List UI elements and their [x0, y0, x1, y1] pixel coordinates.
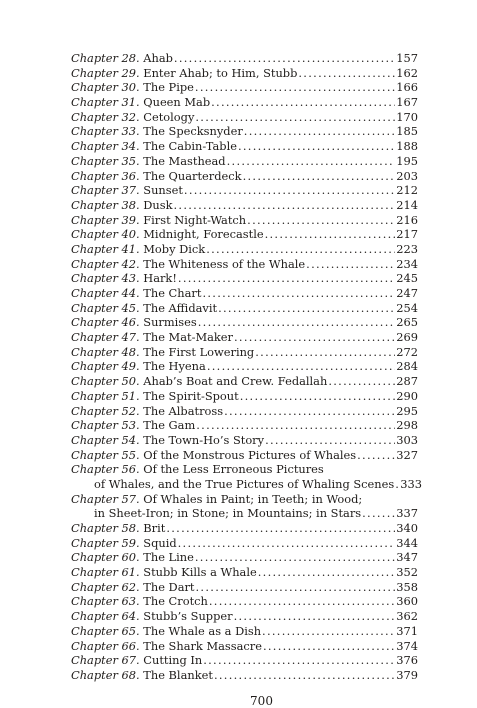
toc-entry	[71, 639, 418, 654]
toc-entry	[71, 271, 418, 286]
chapter-title: Enter Ahab; to Him, Stubb	[143, 65, 298, 80]
toc-entry	[71, 565, 418, 580]
page-ref: 247	[396, 286, 418, 300]
toc-entry	[71, 66, 418, 81]
toc-entry	[71, 345, 418, 360]
toc-entry	[71, 213, 418, 228]
dot-leader	[218, 301, 395, 316]
chapter-label: Chapter 38.	[71, 197, 140, 212]
toc-line	[71, 448, 418, 463]
toc-entry	[71, 418, 418, 433]
chapter-label: Chapter 30.	[71, 80, 140, 95]
chapter-label: Chapter 67.	[71, 653, 140, 668]
chapter-label: Chapter 34.	[71, 139, 140, 154]
chapter-label: Chapter 57.	[71, 491, 140, 506]
chapter-title: The Hyena	[143, 359, 206, 374]
dot-leader	[178, 536, 396, 551]
table-of-contents	[71, 51, 422, 683]
toc-entry	[71, 433, 418, 448]
dot-leader	[306, 257, 395, 272]
toc-entry	[71, 301, 418, 316]
page-ref: 333	[400, 476, 422, 491]
page-ref: 223	[396, 241, 418, 256]
toc-entry	[71, 139, 418, 154]
toc-line	[71, 286, 418, 301]
dot-leader	[357, 448, 395, 463]
chapter-title: The Masthead	[143, 153, 226, 168]
toc-entry	[71, 668, 418, 683]
chapter-label: Chapter 50.	[71, 374, 140, 389]
chapter-label: Chapter 42.	[71, 256, 140, 271]
chapter-label: Chapter 60.	[71, 550, 140, 565]
chapter-title: Of the Less Erroneous Pictures	[143, 462, 324, 477]
toc-line-continuation	[71, 476, 422, 492]
page-ref: 376	[396, 653, 418, 668]
chapter-label: Chapter 37.	[71, 183, 140, 198]
toc-entry	[71, 124, 418, 139]
dot-leader	[178, 271, 395, 286]
dot-leader	[207, 359, 395, 374]
chapter-title: The Whale as a Dish	[143, 623, 262, 638]
page-ref: 203	[396, 168, 418, 183]
chapter-title: The Albatross	[143, 403, 224, 418]
toc-entry	[71, 550, 418, 565]
dot-leader	[203, 653, 395, 668]
chapter-title: Midnight, Forecastle	[143, 227, 264, 242]
chapter-label: Chapter 44.	[71, 286, 140, 300]
chapter-title: The Cabin-Table	[143, 139, 237, 154]
toc-line	[71, 609, 418, 624]
toc-line	[71, 139, 418, 154]
toc-line	[71, 389, 418, 404]
dot-leader	[328, 374, 395, 389]
toc-entry	[71, 609, 418, 624]
toc-line	[71, 404, 418, 419]
toc-line	[71, 668, 418, 683]
toc-line	[71, 227, 418, 242]
page-ref: 337	[396, 506, 418, 521]
toc-entry	[71, 580, 418, 595]
chapter-label: Chapter 41.	[71, 241, 140, 256]
toc-line	[71, 315, 418, 330]
page-ref: 157	[396, 51, 418, 65]
chapter-title: Ahab’s Boat and Crew. Fedallah	[143, 374, 328, 389]
chapter-title: The Dart	[143, 579, 195, 594]
dot-leader	[298, 66, 395, 81]
dot-leader	[227, 154, 396, 169]
toc-entry	[71, 110, 418, 125]
page-ref: 269	[396, 330, 418, 345]
dot-leader	[243, 169, 396, 184]
page-ref: 358	[396, 579, 418, 594]
toc-line	[71, 565, 418, 580]
toc-entry	[71, 492, 418, 521]
toc-line	[71, 374, 418, 389]
dot-leader	[244, 124, 395, 139]
chapter-title: The Pipe	[143, 80, 194, 95]
page-ref: 162	[396, 65, 418, 80]
chapter-label: Chapter 28.	[71, 51, 140, 65]
toc-line	[71, 242, 418, 257]
toc-line	[71, 550, 418, 565]
chapter-label: Chapter 63.	[71, 594, 140, 609]
dot-leader	[258, 565, 396, 580]
page-ref: 195	[396, 153, 418, 168]
dot-leader	[196, 580, 396, 595]
toc-entry	[71, 198, 418, 213]
chapter-title: Sunset	[143, 183, 183, 198]
toc-entry	[71, 80, 418, 95]
toc-entry	[71, 462, 422, 491]
dot-leader	[255, 345, 395, 360]
page-ref: 254	[396, 300, 418, 315]
chapter-title: The Whiteness of the Whale	[143, 256, 306, 271]
toc-entry	[71, 536, 418, 551]
chapter-title: First Night-Watch	[143, 212, 247, 227]
toc-line	[71, 653, 418, 668]
chapter-label: Chapter 52.	[71, 403, 140, 418]
chapter-label: Chapter 55.	[71, 447, 140, 462]
page-ref: 284	[396, 359, 418, 374]
page-ref: 362	[396, 609, 418, 624]
page-ref: 167	[396, 95, 418, 110]
chapter-label: Chapter 58.	[71, 521, 140, 535]
toc-entry	[71, 95, 418, 110]
chapter-title: Of the Monstrous Pictures of Whales	[143, 447, 357, 462]
page-ref: 188	[396, 139, 418, 154]
toc-line	[71, 183, 418, 198]
dot-leader	[209, 594, 395, 609]
page-ref: 265	[396, 315, 418, 330]
page-ref: 379	[396, 667, 418, 682]
toc-line	[71, 154, 418, 169]
chapter-label: Chapter 66.	[71, 638, 140, 653]
chapter-title: Cutting In	[143, 653, 203, 668]
toc-entry	[71, 404, 418, 419]
chapter-label: Chapter 43.	[71, 271, 140, 286]
toc-entry	[71, 242, 418, 257]
chapter-label: Chapter 32.	[71, 109, 140, 124]
dot-leader	[195, 110, 395, 125]
page-ref: 166	[396, 80, 418, 95]
page-ref: 303	[396, 432, 418, 447]
toc-line	[71, 418, 418, 433]
toc-line	[71, 594, 418, 609]
chapter-label: Chapter 36.	[71, 168, 140, 183]
dot-leader	[195, 550, 395, 565]
toc-line	[71, 359, 418, 374]
toc-line	[71, 169, 418, 184]
chapter-title: The Specksnyder	[143, 124, 243, 139]
toc-entry	[71, 389, 418, 404]
toc-entry	[71, 374, 418, 389]
toc-entry	[71, 653, 418, 668]
chapter-title: Moby Dick	[143, 241, 206, 256]
toc-entry	[71, 169, 418, 184]
dot-leader	[214, 668, 395, 683]
toc-line	[71, 536, 418, 551]
dot-leader	[195, 80, 395, 95]
page-ref: 374	[396, 638, 418, 653]
dot-leader	[263, 639, 395, 654]
chapter-label: Chapter 47.	[71, 330, 140, 345]
chapter-label: Chapter 29.	[71, 65, 140, 80]
chapter-title: Cetology	[143, 109, 195, 124]
dot-leader	[265, 433, 395, 448]
chapter-title: Hark!	[143, 271, 177, 286]
toc-entry	[71, 315, 418, 330]
page-ref: 340	[396, 521, 418, 535]
chapter-label: Chapter 53.	[71, 418, 140, 433]
chapter-title: The Crotch	[143, 594, 208, 609]
chapter-title: Dusk	[143, 197, 173, 212]
dot-leader	[395, 477, 399, 492]
toc-line	[71, 492, 418, 507]
toc-line	[71, 257, 418, 272]
page-ref: 344	[396, 535, 418, 550]
dot-leader	[184, 183, 395, 198]
dot-leader	[265, 227, 396, 242]
chapter-title: The Quarterdeck	[143, 168, 242, 183]
page-ref: 234	[396, 256, 418, 271]
chapter-title: Queen Mab	[143, 95, 211, 110]
page-ref: 360	[396, 594, 418, 609]
toc-entry	[71, 227, 418, 242]
chapter-title: The Blanket	[143, 667, 213, 682]
dot-leader	[174, 51, 395, 66]
toc-line	[71, 301, 418, 316]
dot-leader	[166, 521, 395, 536]
page-ref: 217	[396, 227, 418, 242]
dot-leader	[202, 286, 395, 301]
page-ref: 287	[396, 374, 418, 389]
chapter-label: Chapter 68.	[71, 667, 140, 682]
toc-entry	[71, 286, 418, 301]
dot-leader	[234, 330, 395, 345]
toc-line-continuation	[71, 506, 418, 521]
dot-leader	[262, 624, 395, 639]
page-ref: 272	[396, 344, 418, 359]
chapter-label: Chapter 51.	[71, 388, 140, 403]
chapter-label: Chapter 56.	[71, 462, 140, 477]
dot-leader	[211, 95, 395, 110]
toc-line	[71, 80, 418, 95]
toc-entry	[71, 183, 418, 198]
chapter-label: Chapter 59.	[71, 535, 140, 550]
chapter-label: Chapter 48.	[71, 344, 140, 359]
chapter-title: The Affidavit	[143, 300, 218, 315]
toc-line	[71, 433, 418, 448]
toc-entry	[71, 521, 418, 536]
page-ref: 327	[396, 447, 418, 462]
chapter-title: The Chart	[143, 286, 202, 300]
chapter-title: Squid	[143, 535, 177, 550]
chapter-title: The First Lowering	[143, 344, 255, 359]
toc-line	[71, 271, 418, 286]
toc-entry	[71, 359, 418, 374]
chapter-label: Chapter 33.	[71, 124, 140, 139]
dot-leader	[240, 389, 396, 404]
chapter-title: The Town-Ho’s Story	[143, 432, 265, 447]
toc-line	[71, 521, 418, 536]
toc-entry	[71, 330, 418, 345]
chapter-label: Chapter 45.	[71, 300, 140, 315]
chapter-label: Chapter 40.	[71, 227, 140, 242]
dot-leader	[238, 139, 395, 154]
toc-line	[71, 198, 418, 213]
chapter-label: Chapter 49.	[71, 359, 140, 374]
toc-line	[71, 213, 418, 228]
page-ref: 352	[396, 565, 418, 580]
toc-entry	[71, 624, 418, 639]
chapter-title-continuation: in Sheet-Iron; in Stone; in Mountains; in Stars	[94, 506, 362, 521]
page-ref: 216	[396, 212, 418, 227]
chapter-label: Chapter 62.	[71, 579, 140, 594]
page-ref: 185	[396, 124, 418, 139]
page-ref: 170	[396, 109, 418, 124]
dot-leader	[234, 609, 396, 624]
chapter-title: Of Whales in Paint; in Teeth; in Wood;	[143, 491, 363, 506]
page-ref: 212	[396, 183, 418, 198]
chapter-label: Chapter 46.	[71, 315, 140, 330]
toc-entry	[71, 51, 418, 66]
toc-line	[71, 580, 418, 595]
page-number: 700	[250, 694, 273, 708]
toc-line	[71, 110, 418, 125]
toc-entry	[71, 257, 418, 272]
chapter-title: The Shark Massacre	[143, 638, 262, 653]
toc-line	[71, 345, 418, 360]
dot-leader	[173, 198, 395, 213]
toc-line	[71, 639, 418, 654]
dot-leader	[206, 242, 395, 257]
page-ref: 295	[396, 403, 418, 418]
toc-entry	[71, 594, 418, 609]
toc-line	[71, 95, 418, 110]
page-ref: 298	[396, 418, 418, 433]
chapter-title: The Gam	[143, 418, 196, 433]
chapter-title: Stubb’s Supper	[143, 609, 233, 624]
page-ref: 347	[396, 550, 418, 565]
chapter-title: The Mat-Maker	[143, 330, 233, 345]
chapter-label: Chapter 54.	[71, 432, 140, 447]
dot-leader	[247, 213, 395, 228]
chapter-title: Stubb Kills a Whale	[143, 565, 257, 580]
dot-leader	[196, 418, 395, 433]
page-ref: 371	[396, 623, 418, 638]
page-ref: 245	[396, 271, 418, 286]
chapter-title: Ahab	[143, 51, 173, 65]
chapter-title: The Spirit-Spout	[143, 388, 239, 403]
chapter-label: Chapter 39.	[71, 212, 140, 227]
dot-leader	[198, 315, 396, 330]
dot-leader	[224, 404, 395, 419]
chapter-title: Brit	[143, 521, 166, 535]
toc-line	[71, 51, 418, 66]
dot-leader	[362, 506, 395, 521]
chapter-title-continuation: of Whales, and the True Pictures of Whaling Scenes	[94, 476, 395, 491]
chapter-label: Chapter 65.	[71, 623, 140, 638]
chapter-label: Chapter 64.	[71, 609, 140, 624]
page-ref: 214	[396, 197, 418, 212]
toc-line	[71, 330, 418, 345]
chapter-label: Chapter 61.	[71, 565, 140, 580]
page-ref: 290	[396, 388, 418, 403]
toc-entry	[71, 154, 418, 169]
toc-line	[71, 462, 418, 477]
chapter-label: Chapter 31.	[71, 95, 140, 110]
chapter-title: Surmises	[143, 315, 197, 330]
toc-entry	[71, 448, 418, 463]
toc-line	[71, 624, 418, 639]
toc-line	[71, 124, 418, 139]
chapter-title: The Line	[143, 550, 194, 565]
chapter-label: Chapter 35.	[71, 153, 140, 168]
toc-line	[71, 66, 418, 81]
